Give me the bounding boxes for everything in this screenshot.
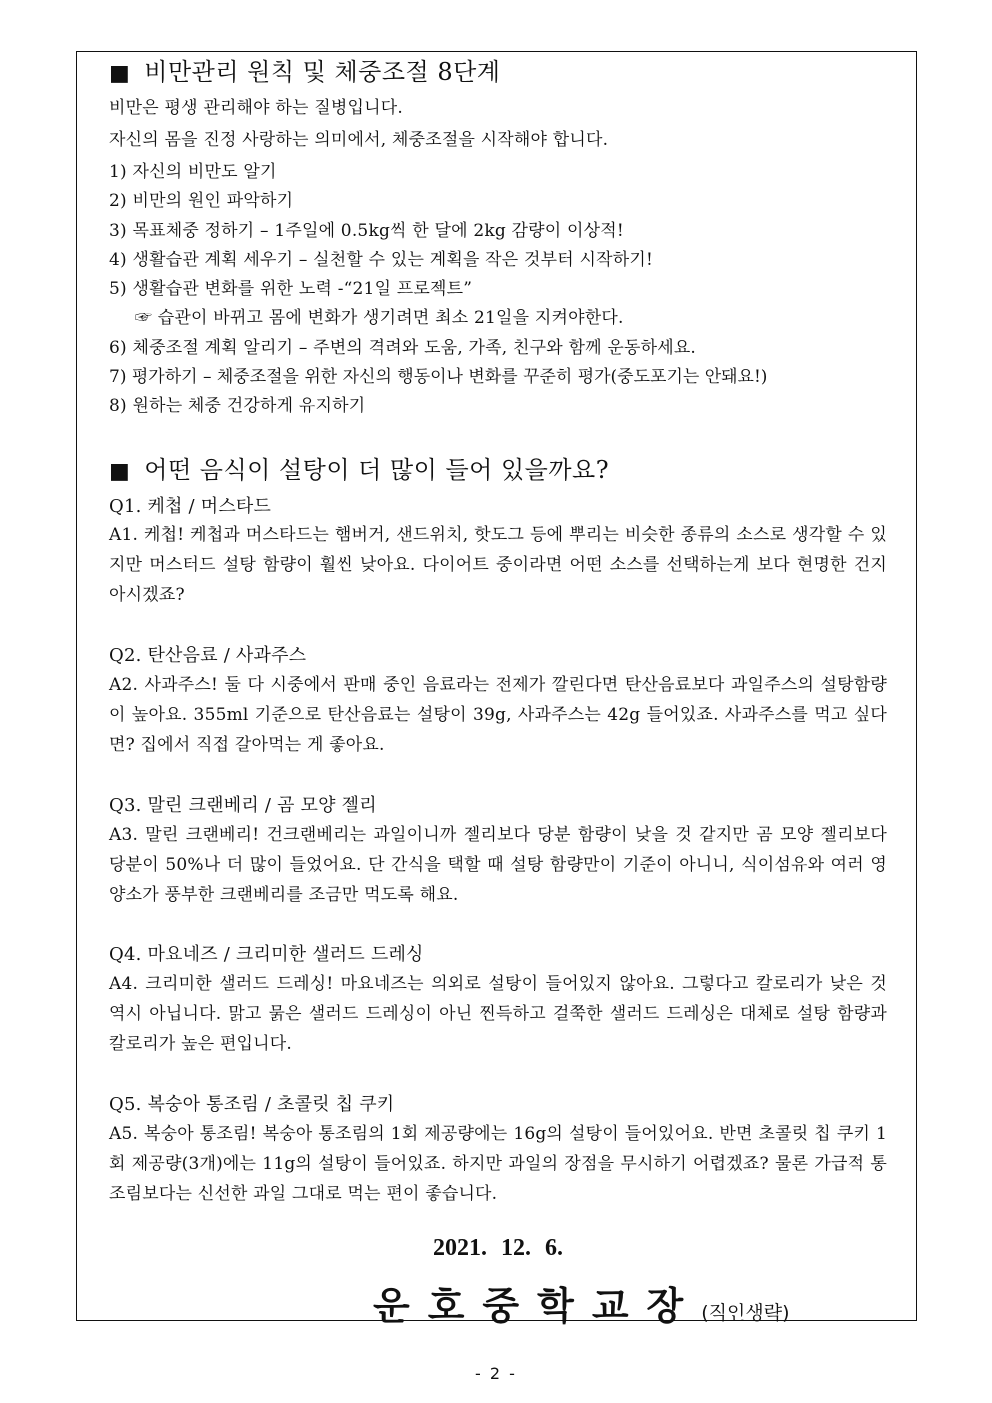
square-bullet-icon: ■ [109, 61, 131, 86]
step-7: 7) 평가하기 – 체중조절을 위한 자신의 행동이나 변화를 꾸준히 평가(중도포기는 안돼요!) [109, 367, 768, 387]
answer-3: A3. 말린 크랜베리! 건크랜베리는 과일이니까 젤리보다 당분 함량이 낮을 것 같지만 곰 모양 젤리보다 당분이 50%나 더 많이 들었어요. 단 간식을 택할 때 설탕 함량만이 기준이 아니니, 식이섬유와 여러 영양소가 풍부한 크랜베리를 조금만 먹도록 해요. [109, 825, 887, 905]
intro-line-1: 비만은 평생 관리해야 하는 질병입니다. [109, 98, 403, 118]
section2-heading-text: 어떤 음식이 설탕이 더 많이 들어 있을까요? [144, 456, 610, 484]
signature-date: 2021. 12. 6. [433, 1235, 563, 1261]
content-box [76, 51, 917, 1328]
page-number: - 2 - [475, 1364, 517, 1383]
school-name: 운호중학교장 [373, 1283, 702, 1328]
step-1: 1) 자신의 비만도 알기 [109, 162, 277, 182]
step-4: 4) 생활습관 계획 세우기 – 실천할 수 있는 계획을 작은 것부터 시작하기! [109, 250, 654, 270]
question-2: Q2. 탄산음료 / 사과주스 [109, 645, 307, 666]
step-5: 5) 생활습관 변화를 위한 노력 -“21일 프로젝트” [109, 279, 473, 299]
square-bullet-icon: ■ [109, 459, 131, 484]
question-4: Q4. 마요네즈 / 크리미한 샐러드 드레싱 [109, 944, 424, 965]
question-5: Q5. 복숭아 통조림 / 초콜릿 칩 쿠키 [109, 1094, 395, 1115]
section1-heading [109, 52, 500, 87]
step-6: 6) 체중조절 계획 알리기 – 주변의 격려와 도움, 가족, 친구와 함께 운동하세요. [109, 338, 697, 358]
question-3: Q3. 말린 크랜베리 / 곰 모양 젤리 [109, 795, 377, 816]
step-8: 8) 원하는 체중 건강하게 유지하기 [109, 396, 366, 416]
step-2: 2) 비만의 원인 파악하기 [109, 191, 294, 211]
intro-line-2: 자신의 몸을 진정 사랑하는 의미에서, 체중조절을 시작해야 합니다. [109, 130, 609, 150]
answer-4: A4. 크리미한 샐러드 드레싱! 마요네즈는 의외로 설탕이 들어있지 않아요. 그렇다고 칼로리가 낮은 것 역시 아닙니다. 맑고 묽은 샐러드 드레싱이 아닌 찐득하고 걸쭉한 샐러드 드레싱은 대체로 설탕 함량과 칼로리가 높은 편입니다. [109, 974, 887, 1054]
seal-omitted-note: (직인생략) [701, 1302, 790, 1324]
step-5-note: ☞ 습관이 바뀌고 몸에 변화가 생기려면 최소 21일을 지켜야한다. [135, 308, 624, 328]
step-3: 3) 목표체중 정하기 – 1주일에 0.5kg씩 한 달에 2kg 감량이 이상적! [109, 221, 624, 241]
answer-1: A1. 케첩! 케첩과 머스타드는 햄버거, 샌드위치, 핫도그 등에 뿌리는 비슷한 종류의 소스로 생각할 수 있지만 머스터드 설탕 함량이 훨씬 낮아요. 다이어트 중이라면 어떤 소스를 선택하는게 보다 현명한 건지 아시겠죠? [109, 525, 887, 605]
answer-2: A2. 사과주스! 둘 다 시중에서 판매 중인 음료라는 전제가 깔린다면 탄산음료보다 과일주스의 설탕함량이 높아요. 355ml 기준으로 탄산음료는 설탕이 39g, 사과주스는 42g 들어있죠. 사과주스를 먹고 싶다면? 집에서 직접 갈아먹는 게 좋아요. [109, 675, 887, 755]
section1-heading-text: 비만관리 원칙 및 체중조절 8단계 [144, 58, 501, 86]
question-1: Q1. 케첩 / 머스타드 [109, 496, 272, 517]
signature-school [373, 1275, 790, 1330]
answer-5: A5. 복숭아 통조림! 복숭아 통조림의 1회 제공량에는 16g의 설탕이 들어있어요. 반면 초콜릿 칩 쿠키 1회 제공량(3개)에는 11g의 설탕이 들어있죠. 하지만 과일의 장점을 무시하기 어렵겠죠? 물론 가급적 통조림보다는 신선한 과일 그대로 먹는 편이 좋습니다. [109, 1124, 887, 1204]
section2-heading [109, 450, 609, 485]
